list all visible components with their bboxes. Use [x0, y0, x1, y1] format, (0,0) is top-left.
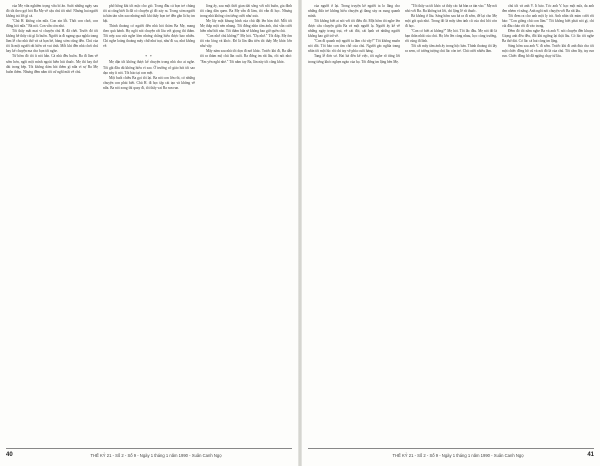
left-column-1: [6, 4, 98, 444]
right-footer: [308, 452, 594, 462]
page-number: 41: [587, 452, 594, 458]
paragraph: "Chú H. không còn nữa. Con xin lỗi. Thôi con chơi, con đừng hỏi nữa." Bà nói. Con vẫn còn nhỏ.: [6, 19, 98, 29]
paragraph: Tôi cất mấy tấm ảnh ấy trong hộc bàn. Thỉnh thoảng tôi lấy ra xem, cố tưởng tượng chú lúc còn trẻ. Chú cười nhiều lắm.: [405, 44, 497, 54]
paragraph: Tôi thấy mắt mai vì chuyện chú H. đã chết. Trước đó tôi không hề thấy cái gì là buồn. Người ta đi ngang qua nghĩa trang làm lễ cho nhà thờ và cả bạn bè, hàng xóm cũng đến. Chú của tôi là một người rất hiền và vui tính. Mỗi khi đến nhà chơi chú hay kể chuyện ma cho bọn tôi nghe.: [6, 29, 98, 54]
right-column-1: [308, 4, 400, 444]
running-footer: THẾ KỶ 21 - Số 2 - Số 9 - Ngày 1 tháng 1 năm 1990 - Xuân Canh Ngọ: [90, 453, 222, 458]
paragraph: Từ hôm đó tôi ít nói hẳn. Cả nhà đều buồn. Ba đi làm về sớm hơn, ngồi một mình ngoài hiên hút thuốc. Mẹ thì hay thở dài trong bếp. Tôi không dám hỏi thêm gì nữa vì sợ Ba Mẹ buồn thêm. Nhưng đêm nằm tôi cứ nghĩ mãi về chú.: [6, 54, 98, 74]
right-column-2: [405, 4, 497, 444]
paragraph: Tôi không biết ai nói với tôi điều đó. Một hôm tôi nghe lén được câu chuyện giữa Ba và một người lạ. Người ấy kể về những ngày trong trại, về cái đói, cái lạnh và những người không bao giờ trở về.: [308, 19, 400, 39]
paragraph: "Tôi thấy sa tôi khóc cả thấy các bà bàn ra tán vào." Mẹ nói nhỏ với Ba. Ba không trả lời, chỉ lặng lẽ rít thuốc.: [405, 4, 497, 14]
right-text-columns: [308, 4, 594, 444]
footer-rule: [6, 448, 292, 449]
left-text-columns: [6, 4, 292, 444]
paragraph: Tôi đem ra cho anh một ly trà. Anh nhìn tôi mỉm cười rồi bảo: "Con giống chú con lắm." Tôi không biết phải nói gì, chỉ cúi đầu chào rồi đi vào trong.: [502, 14, 594, 29]
section-break: * *: [145, 55, 153, 60]
paragraph: Mấy năm sau nhà tôi dọn đi nơi khác. Trước khi đi, Ba dẫn tôi ra thăm mộ chú lần cuối. Ba đứng im rất lâu, rồi nói nhỏ: "Em yên nghỉ nhé." Tôi nắm tay Ba, lần này tôi cũng khóc.: [200, 49, 292, 64]
paragraph: Đêm đó tôi nằm nghe Ba và anh V. nói chuyện đến khuya. Giọng anh đều đều, đôi khi ngừng lại thật lâu. Có lúc tôi nghe Ba thở dài. Có lúc cả hai cùng im lặng.: [502, 29, 594, 44]
paragraph: Mẹ dặn tôi không được kể chuyện trong nhà cho ai nghe. Tôi gật đầu dù không hiểu vì sao. Ở trường cô giáo hỏi tôi sao dạo này ít nói. Tôi bảo tại con mệt.: [103, 60, 195, 75]
left-column-3: [200, 4, 292, 444]
paragraph: Mẹ lấy một khung hình của chú đặt lên bàn thờ. Mỗi tối Mẹ thắp một nén nhang. Tôi đứng nhìn tấm ảnh, chú vẫn cười hiền như hồi nào. Tôi thầm hứa sẽ không bao giờ quên chú.: [200, 19, 292, 34]
paragraph: "Con đi quanh mộ người ta lâm chi vậy?" Tôi không muốn nói dối. Tôi bảo con tìm chỗ của chú. Người gác nghĩa trang nhìn tôi một lúc rồi chỉ tay về phía cuối hàng.: [308, 39, 400, 54]
paragraph: Tang lễ đơn sơ. Hai bà đến kể việc, tôi nghe rõ từng lời trong tiếng khóc nghẹn ngào của họ. Tôi đứng im lặng bên Mẹ.: [308, 54, 400, 64]
paragraph: phố hồng khi tối mặc cho gió. Trong đầu cả bọn trẻ chúng tôi ai cũng biết là đã có chuyện gì đó xảy ra. Trong xóm người ta bàn tán xôn xao nhưng mỗi khi thấy bọn trẻ đến gần là họ im bặt.: [103, 4, 195, 24]
left-column-2: [103, 4, 195, 444]
left-page: [0, 0, 298, 466]
right-column-3: [502, 4, 594, 444]
paragraph: chú tôi và anh V. Ít bảo. Tóc anh V. bạc một nửa, da anh đen nhẻm vì nắng. Anh ngồi nói chuyện với Ba rất lâu.: [502, 4, 594, 14]
paragraph: Bà không ở lâu. Sáng hôm sau bà ra đi sớm, để lại cho Mẹ một gói quà nhỏ. Trong đó là mấy tấm ảnh cũ của chú hồi còn đi học.: [405, 14, 497, 29]
paragraph: lòng ấy, sau một thời gian dài sống với nỗi buồn, gia đình tôi cũng dần quen. Ba Mẹ vẫn đi làm, tôi vẫn đi học. Nhưng trong nhà không còn tiếng cười như xưa.: [200, 4, 292, 19]
paragraph: Một buổi chiều Ba gọi tôi lại. Ba nói con lớn rồi, có những chuyện con phải biết. Chú H. đi học tập cải tạo và không về nữa. Ba nói xong thì quay đi, tôi thấy vai Ba run run.: [103, 75, 195, 90]
paragraph: Sáng hôm sau anh V. đi sớm. Trước khi đi anh đưa cho tôi một chiếc đồng hồ cũ và nói đó là của chú. Tôi cầm lấy, tay run run. Chiếc đồng hồ đã ngừng chạy từ lâu.: [502, 44, 594, 59]
paragraph: "Con nhớ chú không?" Mẹ hỏi. "Dạ nhớ." Tôi đáp. Mẹ ôm tôi vào lòng và khóc. Đó là lần đầu tiên tôi thấy Mẹ khóc lớn như vậy.: [200, 34, 292, 49]
paragraph: Thỉnh thoảng có người đến nhà hỏi thăm Ba Mẹ, mang theo quà bánh. Họ ngồi nói chuyện rất lâu với giọng thì thầm. Tôi nép sau cửa nghe lóm nhưng chẳng hiểu được bao nhiêu. Chỉ nghe loáng thoáng mấy chữ như trại, như đi xa, như không về.: [103, 24, 195, 49]
page-number: 40: [6, 452, 13, 458]
footer-rule: [308, 448, 594, 449]
paragraph: "Con có biết ai không?" Mẹ hỏi. Tôi lắc đầu. Mẹ nói đó là bạn thân nhất của chú. Họ lớn lên cùng nhau, học cùng trường, rồi cùng đi lính.: [405, 29, 497, 44]
left-footer: [6, 452, 292, 462]
paragraph: của người ở lại. Trong truyện kể người ta lo lắng cho những đứa trẻ không hiểu chuyện gì đang xảy ra xung quanh mình.: [308, 4, 400, 19]
right-page: [302, 0, 600, 466]
paragraph: của Mẹ vừa nghiêm trọng vừa bí ẩn. Suốt những ngày sau đó tôi theo gợi hỏi Ba Mẹ về cậu chú tôi nhớ. Nhưng hai người không trả lời gì cả.: [6, 4, 98, 19]
running-footer: THẾ KỶ 21 - Số 2 - Số 9 - Ngày 1 tháng 1 năm 1990 - Xuân Canh Ngọ: [392, 453, 524, 458]
